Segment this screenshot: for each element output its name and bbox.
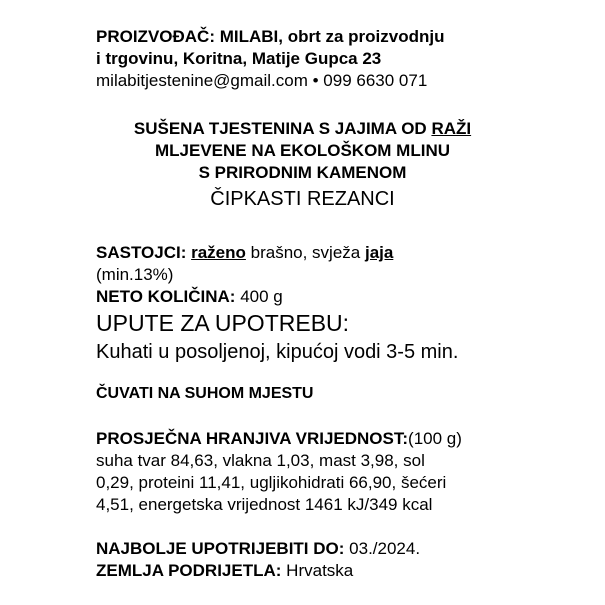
nutrition-line-1: suha tvar 84,63, vlakna 1,03, mast 3,98, sol [96, 451, 425, 470]
producer-name: MILABI, obrt za proizvodnju [219, 27, 445, 46]
product-line-1 [0, 120, 605, 137]
ingredients-text: brašno, svježa [245, 243, 365, 262]
instructions-title: UPUTE ZA UPOTREBU: [96, 310, 350, 336]
producer-line-2: i trgovinu, Koritna, Matije Gupca 23 [96, 49, 382, 68]
product-line-1-underlined: RAŽI [431, 119, 472, 138]
ingredient-eggs: jaja [364, 243, 394, 262]
product-name: ČIPKASTI REZANCI [210, 188, 395, 210]
ingredients-line [96, 244, 393, 261]
best-before-value: 03./2024. [349, 539, 421, 558]
product-line-2: MLJEVENE NA EKOLOŠKOM MLINU [155, 141, 450, 160]
ingredients-label: SASTOJCI: [96, 243, 187, 262]
best-before-label: NAJBOLJE UPOTRIJEBITI DO: [96, 539, 345, 558]
net-quantity-label: NETO KOLIČINA: [96, 287, 236, 306]
country-of-origin [96, 562, 353, 579]
product-line-3: S PRIRODNIM KAMENOM [198, 163, 407, 182]
producer-label: PROIZVOĐAČ: [96, 27, 215, 46]
net-quantity [96, 288, 283, 305]
nutrition-per: (100 g) [408, 429, 462, 448]
producer-line-1 [96, 28, 445, 45]
ingredient-rye: raženo [191, 243, 246, 262]
nutrition-line-2: 0,29, proteini 11,41, ugljikohidrati 66,90, šećeri [96, 473, 447, 492]
origin-value: Hrvatska [286, 561, 354, 580]
nutrition-label: PROSJEČNA HRANJIVA VRIJEDNOST: [96, 429, 409, 448]
ingredients-note: (min.13%) [96, 265, 174, 284]
instructions-text: Kuhati u posoljenoj, kipućoj vodi 3-5 min. [96, 341, 459, 363]
producer-contact: milabitjestenine@gmail.com • 099 6630 071 [96, 71, 428, 90]
nutrition-heading [96, 430, 462, 447]
product-line-1-text: SUŠENA TJESTENINA S JAJIMA OD [133, 119, 432, 138]
net-quantity-value: 400 g [240, 287, 283, 306]
storage-note: ČUVATI NA SUHOM MJESTU [96, 385, 314, 402]
best-before [96, 540, 420, 557]
origin-label: ZEMLJA PODRIJETLA: [96, 561, 282, 580]
nutrition-line-3: 4,51, energetska vrijednost 1461 kJ/349 kcal [96, 495, 433, 514]
